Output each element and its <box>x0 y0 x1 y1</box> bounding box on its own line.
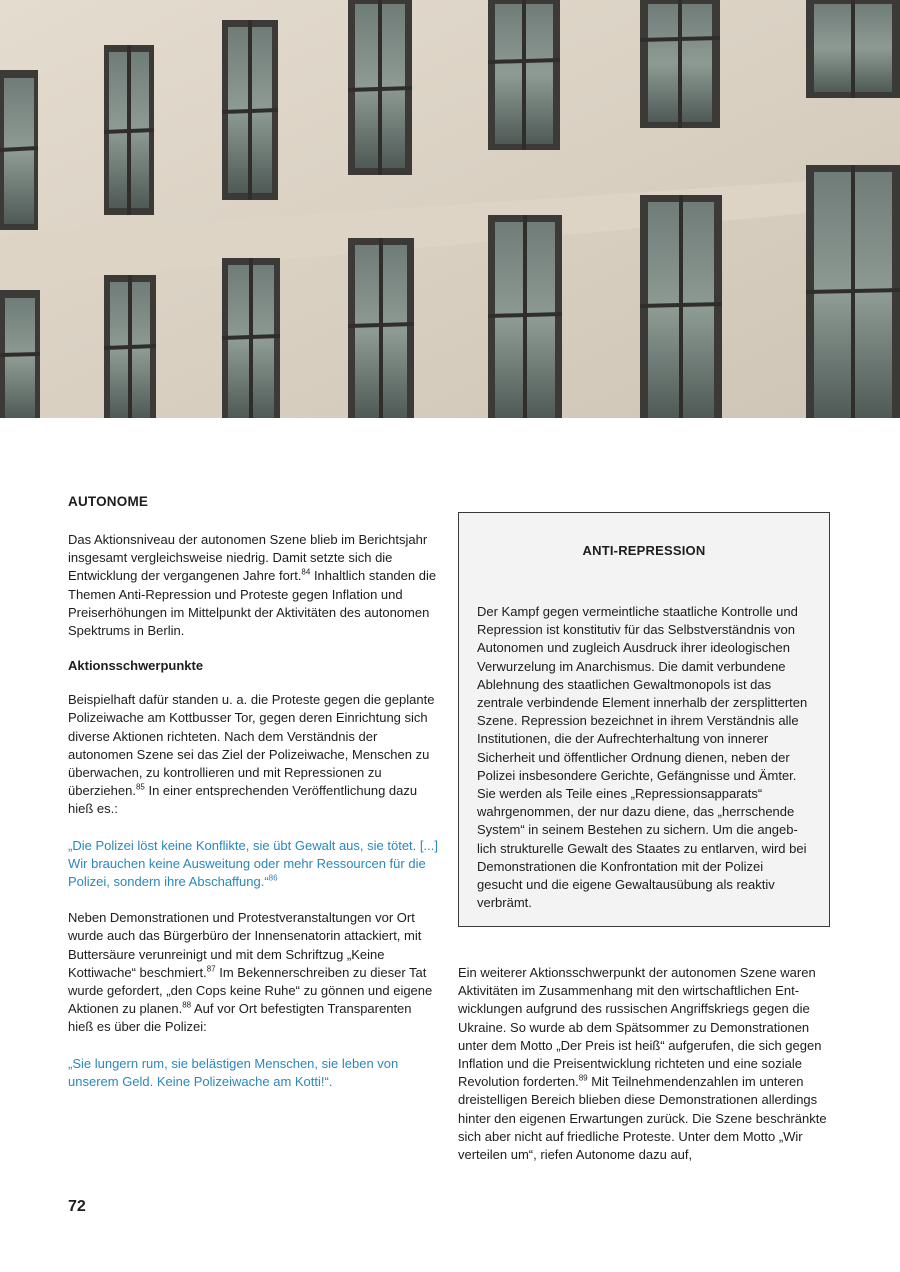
section-heading: AUTONOME <box>68 494 149 509</box>
footnote-88[interactable]: 88 <box>182 1000 192 1010</box>
footnote-86[interactable]: 86 <box>268 873 278 883</box>
paragraph-inflation: Ein weiterer Aktionsschwerpunkt der autonomen Szene waren Aktivitäten im Zusammenhang mit den wirtschaftlichen Entwicklungen aufgrund des russischen Angriffskriegs gegen die Ukraine. So wurde ab dem Spätsommer zu Demonstrationen unter dem Motto „Der Preis ist heiß“ aufgerufen, die sich gegen Inflation und die Preisentwicklung richteten und eine soziale Revolution forderten.$^{89}$ Mit Teilnehmendenzahlen im unteren dreistelligen Bereich blieben diese Demonstrationen allerdings hinter den eigenen Erwartungen zurück. Die Szene beschränkte sich aber nicht auf friedliche Proteste. Unter dem Motto „Wir verteilen um“, riefen Autonome dazu auf, <box>458 965 827 1163</box>
quote-2: „Sie lungern rum, sie belästigen Menschen, sie leben von unserem Geld. Keine Polizeiwache am Kotti!“. <box>68 1055 399 1089</box>
paragraph-buergerbuero: Neben Demonstrationen und Protestveranstaltungen vor Ort wurde auch das Bürgerbüro der Innensenatorin attackiert, mit Buttersäure verunreinigt und mit dem Schriftzug „Keine Kottiwache“ beschmiert.$^{87}$ Im Bekennerschreiben zu dieser Tat wurde gefordert, „den Cops keine Ruhe“ zu gönnen und eigene Aktionen zu planen.$^{88}$ Auf vor Ort befestigten Transparenten hieß es über die Polizei: <box>68 910 433 1035</box>
right-column <box>458 964 830 1182</box>
page-number: 72 <box>68 1198 86 1215</box>
quote-1: „Die Polizei löst keine Konflikte, sie übt Gewalt aus, sie tötet. [...] Wir brauchen keine Ausweitung oder mehr Ressourcen für die Polizei, sondern ihre Abschaffung.“$^{86}$ <box>68 837 438 890</box>
footnote-87[interactable]: 87 <box>206 964 216 974</box>
left-column <box>68 494 440 1109</box>
footnote-84[interactable]: 84 <box>301 568 311 578</box>
box-heading: ANTI-REPRESSION <box>582 543 706 558</box>
building-facade-photo <box>0 0 900 418</box>
footnote-85[interactable]: 85 <box>135 782 145 792</box>
subheading: Aktionsschwerpunkte <box>68 658 204 674</box>
footnote-89[interactable]: 89 <box>578 1073 588 1083</box>
anti-repression-box <box>458 512 830 927</box>
intro-paragraph: Das Aktionsniveau der autonomen Szene blieb im Berichtsjahr insgesamt vergleichsweise niedrig. Damit setzte sich die Entwicklung der vergangenen Jahre fort.$^{84}$ Inhaltlich standen die Themen Anti-Repression und Proteste gegen Inflation und Preiserhöhungen im Mittelpunkt der Aktivitäten des autonomen Spektrums in Berlin. <box>68 532 437 639</box>
paragraph-kotti: Beispielhaft dafür standen u. a. die Proteste gegen die geplante Polizeiwache am Kottbusser Tor, gegen deren Einrichtung sich diverse Aktionen richteten. Nach dem Verständnis der autonomen Szene sei das Ziel der Polizeiwache, Menschen zu überwachen, zu kontrollieren und mit Repressionen zu überziehen.$^{85}$ In einer entsprechenden Veröffentlichung dazu hieß es.: <box>68 692 435 817</box>
box-text: Der Kampf gegen vermeintliche staatliche Kontrolle und Repression ist konstitutiv für das Selbstverständnis von Autonomen und zugleich Ausdruck ihrer ideologischen Verwurzelung im Anarchismus. Die damit verbundene Ablehnung des staatlichen Gewaltmonopols ist das zentrale verbindende Element innerhalb der zersplitterten Szene. Repression bezeichnet in ihrem Verständnis alle Institutionen, die der Aufrechterhaltung von innerer Sicherheit und öffentlicher Ordnung dienen, neben der Polizei insbesondere Gerichte, Gefängnisse und Ämter. Sie werden als Teile eines „Repressionsapparats“ wahrgenommen, der nur dazu diene, das „herrschende System“ in seinem Bestehen zu sichern. Um die angeblich strukturelle Gewalt des Staates zu entlarven, wird bei Demonstrationen die Konfrontation mit der Polizei gesucht und die eigene Gewaltausübung als reaktiv verbrämt. <box>477 604 808 911</box>
